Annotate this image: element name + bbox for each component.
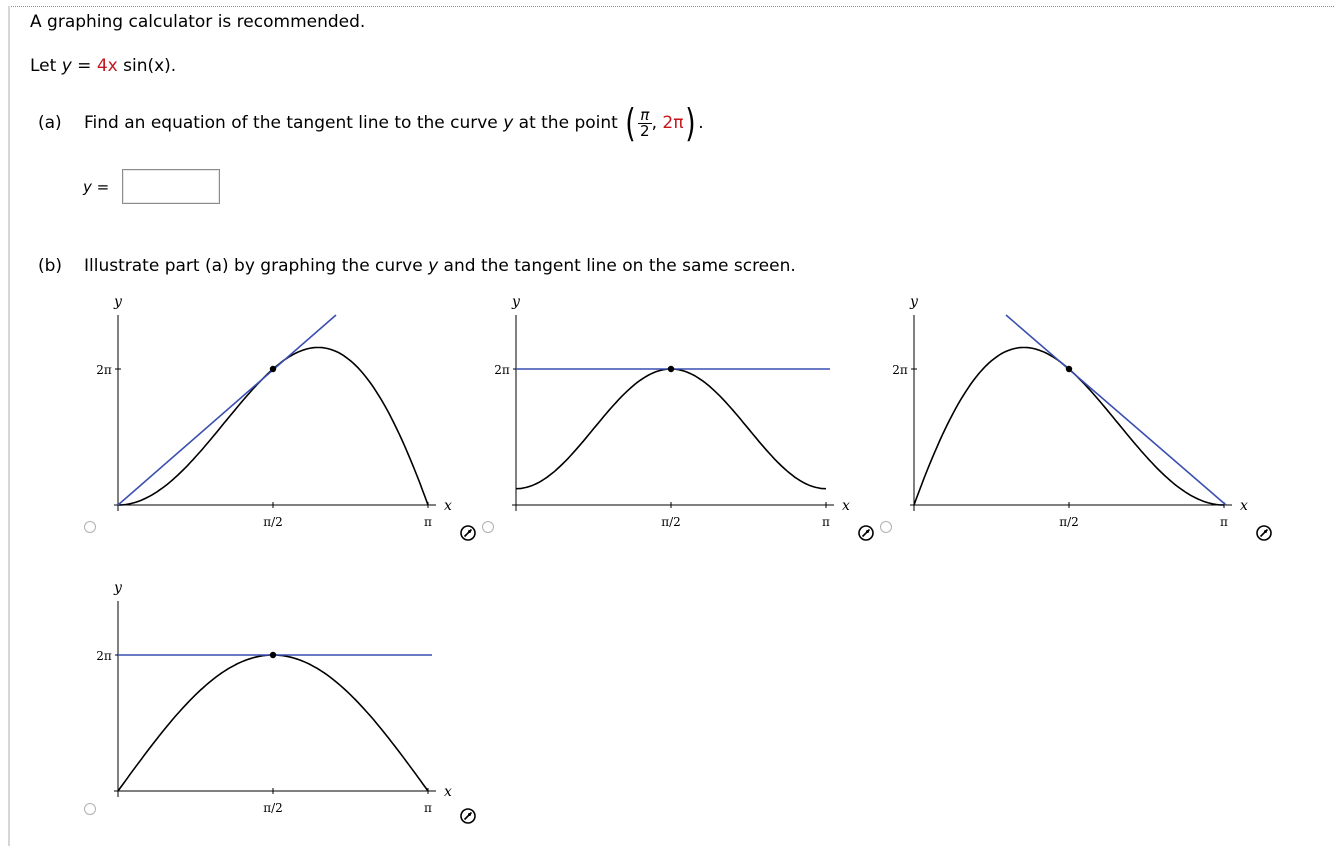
graph-option-radio-4[interactable] [84,803,96,815]
x-tick-end-label: π [822,515,830,529]
y-tick-label: 2π [494,363,510,377]
open-paren: ( [625,101,636,145]
part-b-question [38,256,796,276]
graph-option-3 [876,290,1256,540]
graph-option-2 [478,290,858,540]
x-tick-end-label: π [424,515,432,529]
point-x-fraction [638,105,652,140]
y-tick-label: 2π [96,363,112,377]
y-tick-label: 2π [96,649,112,663]
close-paren: ) [685,101,697,145]
function-coefficient: 4x [96,56,118,76]
part-b-curve-var: y [428,256,439,276]
tangent-point [270,366,276,372]
info-icon[interactable] [1256,525,1272,541]
function-rest: sin(x). [117,56,177,76]
part-b-text2: and the tangent line on the same screen. [438,256,796,276]
x-tick-mid-label: π/2 [263,801,283,815]
part-a-label: (a) [38,113,62,133]
x-tick-end-label: π [424,801,432,815]
x-axis-label: x [1240,498,1248,514]
x-tick-mid-label: π/2 [1059,515,1079,529]
x-tick-mid-label: π/2 [263,515,283,529]
y-axis-label: y [114,294,122,310]
curve [118,655,428,791]
part-a-end: . [698,113,704,133]
point-comma: , [651,113,657,133]
y-axis-label: y [114,580,122,596]
info-icon[interactable] [460,808,476,824]
part-a-text2: at the point [513,113,624,133]
graph-option-radio-3[interactable] [880,521,892,533]
top-border [8,6,1334,7]
fraction-numerator: π [638,108,652,124]
info-icon[interactable] [858,525,874,541]
info-icon[interactable] [460,525,476,541]
let-prefix: Let [30,56,62,76]
y-tick-label: 2π [892,363,908,377]
left-border [8,6,10,846]
x-axis-label: x [842,498,850,514]
part-a-curve-var: y [503,113,514,133]
answer-eq: = [91,178,110,196]
answer-label [83,178,109,196]
x-axis-label: x [444,784,452,800]
answer-var: y [83,178,92,196]
y-axis-label: y [512,294,520,310]
tangent-line [1006,315,1226,505]
fraction-denominator: 2 [640,121,650,140]
tangent-equation-input[interactable] [122,169,220,204]
graph-option-radio-2[interactable] [482,521,494,533]
graph-option-4 [80,576,460,826]
point-y: 2π [662,113,684,133]
calculator-note: A graphing calculator is recommended. [30,12,366,32]
graph-option-radio-1[interactable] [84,521,96,533]
graph-option-1 [80,290,460,540]
curve [516,369,826,489]
tangent-point [668,366,674,372]
y-axis-label: y [910,294,918,310]
part-b-label: (b) [38,256,63,276]
tangent-line [118,315,336,505]
x-tick-mid-label: π/2 [661,515,681,529]
x-axis-label: x [444,498,452,514]
part-a-text: Find an equation of the tangent line to the curve [84,113,504,133]
part-b-text: Illustrate part (a) by graphing the curve [84,256,429,276]
tangent-point [1066,366,1072,372]
tangent-point [270,652,276,658]
part-a-question [38,101,704,145]
let-var: y [61,56,72,76]
x-tick-end-label: π [1220,515,1228,529]
problem-statement [30,56,176,76]
let-eq: = [71,56,97,76]
